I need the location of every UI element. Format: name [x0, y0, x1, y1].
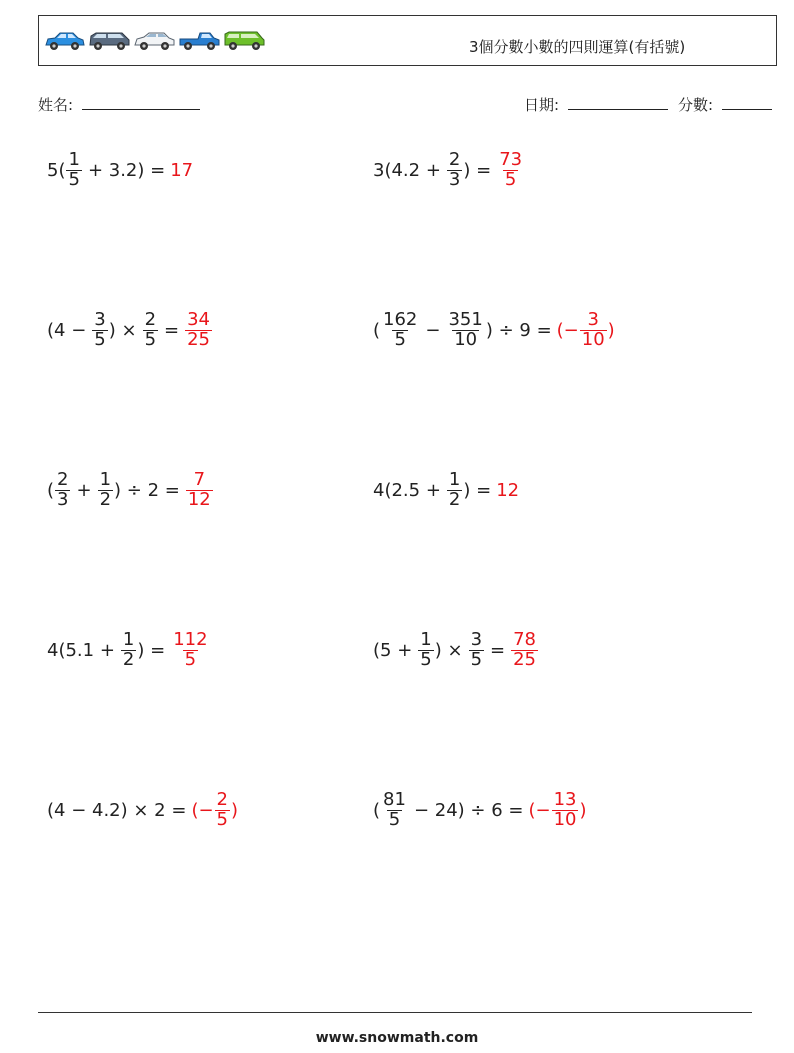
- answer: $\frac{73}{5}$: [499, 148, 523, 190]
- fraction: $\frac{3}{5}$: [94, 308, 106, 350]
- expr-text: (4 − 4.2) × 2 =: [47, 799, 187, 821]
- footer-website[interactable]: www.snowmath.com: [315, 1030, 479, 1046]
- answer-close: ): [607, 319, 615, 341]
- expr-text: ) =: [463, 479, 492, 501]
- fraction: $\frac{1}{2}$: [122, 628, 135, 670]
- answer-open: (−: [528, 799, 551, 821]
- expr-text: ) ÷ 2 =: [114, 479, 180, 501]
- car-white-icon: [133, 30, 176, 52]
- answer: 12: [496, 479, 520, 501]
- expr-text: 4(2.5 +: [373, 479, 441, 501]
- car-van-icon: [223, 30, 266, 52]
- footer-divider: [38, 1012, 752, 1013]
- expr-text: − 24) ÷ 6 =: [413, 799, 524, 821]
- car-pickup-icon: [178, 30, 221, 52]
- worksheet-header: [38, 15, 777, 66]
- expr-text: −: [425, 319, 441, 341]
- expr-text: ) ×: [434, 639, 463, 661]
- worksheet-title: 3個分數小數的四則運算(有括號): [469, 38, 686, 56]
- answer-close: ): [579, 799, 587, 821]
- fraction: $\frac{351}{10}$: [448, 308, 483, 350]
- problem-9: [47, 785, 238, 835]
- expr-text: 5(: [47, 159, 66, 181]
- problem-7: [47, 625, 211, 675]
- answer-open: (−: [556, 319, 579, 341]
- car-blue-icon: [43, 30, 86, 52]
- problem-4: [373, 305, 615, 355]
- expr-text: + 3.2) =: [87, 159, 166, 181]
- score-blank[interactable]: [722, 95, 772, 110]
- expr-text: =: [164, 319, 180, 341]
- expr-text: ) =: [463, 159, 492, 181]
- score-label: 分數:: [678, 96, 714, 114]
- answer: $\frac{7}{12}$: [187, 468, 211, 510]
- problem-1: [47, 145, 193, 195]
- car-suv-icon: [88, 30, 131, 52]
- problem-10: [373, 785, 587, 835]
- expr-text: (4 −: [47, 319, 87, 341]
- fraction: $\frac{3}{5}$: [470, 628, 483, 670]
- expr-text: 3(4.2 +: [373, 159, 441, 181]
- answer: $\frac{112}{5}$: [173, 628, 208, 670]
- answer: $\frac{13}{10}$: [553, 788, 577, 830]
- fraction: $\frac{1}{2}$: [99, 468, 112, 510]
- fraction: $\frac{1}{5}$: [420, 628, 432, 670]
- expr-text: ) =: [137, 639, 166, 661]
- expr-text: =: [490, 639, 506, 661]
- name-blank[interactable]: [82, 95, 200, 110]
- expr-text: 4(5.1 +: [47, 639, 115, 661]
- date-label: 日期:: [524, 96, 560, 114]
- score-field: [678, 94, 772, 115]
- name-label: 姓名:: [38, 96, 74, 114]
- fraction: $\frac{2}{3}$: [448, 148, 461, 190]
- fraction: $\frac{162}{5}$: [383, 308, 418, 350]
- expr-text: (5 +: [373, 639, 413, 661]
- problem-5: [47, 465, 214, 515]
- answer: $\frac{3}{10}$: [581, 308, 605, 350]
- problem-3: [47, 305, 213, 355]
- expr-text: (: [373, 319, 381, 341]
- fraction: $\frac{1}{5}$: [68, 148, 80, 190]
- answer: 17: [170, 159, 194, 181]
- date-blank[interactable]: [568, 95, 668, 110]
- fraction: $\frac{81}{5}$: [383, 788, 406, 830]
- fraction: $\frac{1}{2}$: [448, 468, 461, 510]
- answer-open: (−: [191, 799, 214, 821]
- expr-text: ) ×: [108, 319, 137, 341]
- fraction: $\frac{2}{3}$: [57, 468, 69, 510]
- car-icons-row: [43, 30, 266, 52]
- expr-text: ) ÷ 9 =: [485, 319, 552, 341]
- expr-text: +: [76, 479, 92, 501]
- answer-close: ): [231, 799, 239, 821]
- date-field: [524, 94, 668, 115]
- answer: $\frac{34}{25}$: [187, 308, 211, 350]
- answer: $\frac{78}{25}$: [513, 628, 537, 670]
- problem-2: [373, 145, 525, 195]
- name-field: [38, 94, 200, 115]
- problem-8: [373, 625, 539, 675]
- expr-text: (: [47, 479, 55, 501]
- problem-6: [373, 465, 519, 515]
- answer: $\frac{2}{5}$: [216, 788, 228, 830]
- expr-text: (: [373, 799, 381, 821]
- fraction: $\frac{2}{5}$: [144, 308, 157, 350]
